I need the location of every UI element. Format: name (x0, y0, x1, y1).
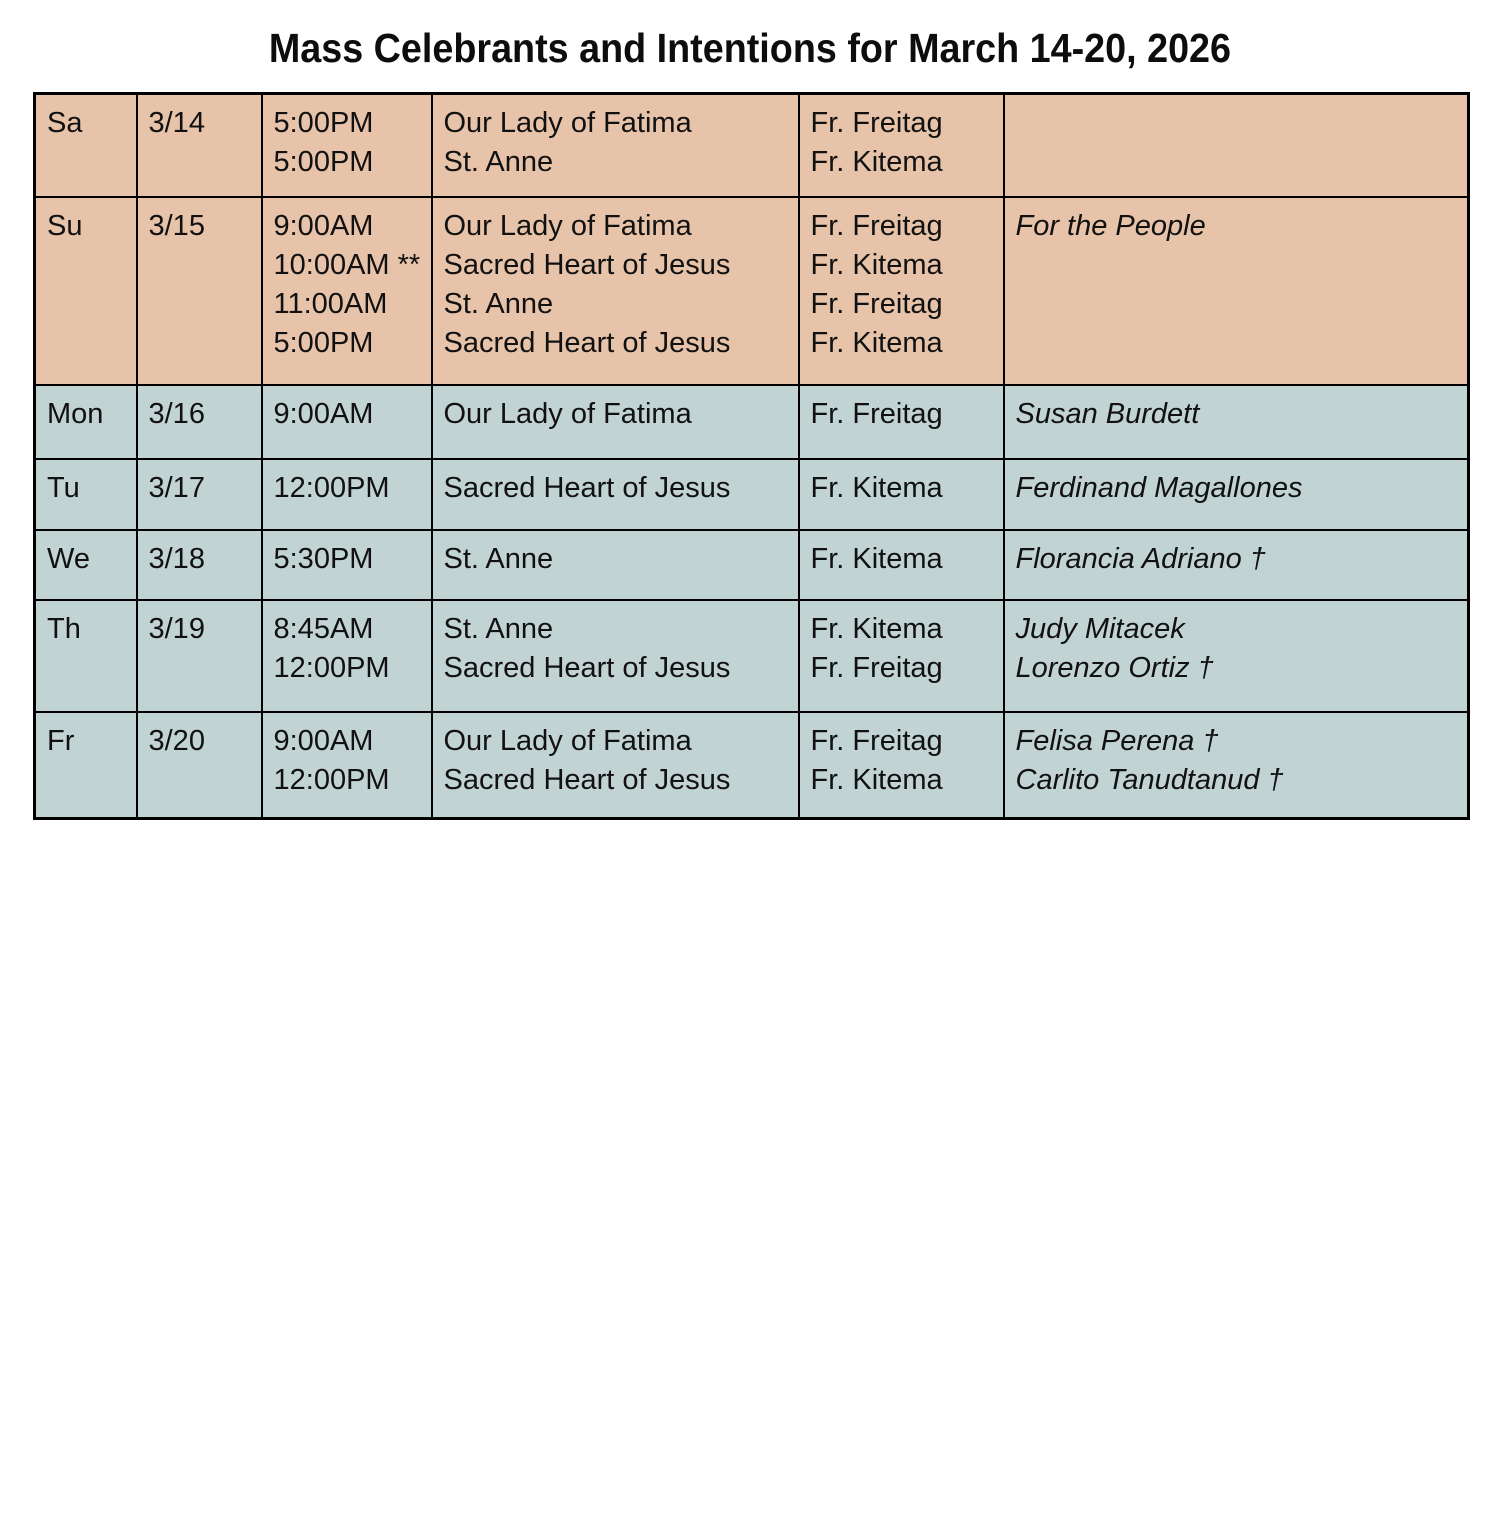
time-cell-text: 10:00AM ** (273, 248, 421, 281)
intention-cell-text: Felisa Perena † (1015, 724, 1219, 757)
church-cell-text: Our Lady of Fatima (443, 397, 692, 430)
time-cell (262, 94, 432, 197)
church-cell-text: Sacred Heart of Jesus (443, 248, 731, 281)
church-cell-text: Sacred Heart of Jesus (443, 326, 731, 359)
date-cell-text: 3/14 (148, 107, 205, 139)
church-cell-text: Sacred Heart of Jesus (443, 471, 731, 504)
day-cell-text: Sa (47, 107, 83, 139)
celebrant-cell-text: Fr. Kitema (810, 471, 943, 504)
church-cell-text: St. Anne (443, 287, 554, 320)
date-cell-text: 3/16 (148, 397, 205, 430)
day-cell (35, 530, 137, 600)
day-cell-text: Fr (47, 724, 75, 757)
church-cell (432, 197, 799, 385)
intention-cell (1004, 94, 1469, 197)
celebrant-cell (799, 459, 1004, 530)
celebrant-cell (799, 197, 1004, 385)
church-cell-text: St. Anne (443, 542, 554, 575)
celebrant-cell (799, 94, 1004, 197)
intention-cell (1004, 197, 1469, 385)
intention-cell (1004, 530, 1469, 600)
time-cell (262, 385, 432, 459)
intention-cell (1004, 600, 1469, 712)
time-cell-text: 12:00PM (273, 763, 390, 796)
day-cell-text: Mon (47, 397, 104, 430)
church-cell (432, 712, 799, 819)
celebrant-cell-text: Fr. Freitag (810, 397, 943, 430)
day-cell (35, 197, 137, 385)
schedule-row-fr (35, 712, 1469, 819)
church-cell (432, 94, 799, 197)
time-cell-text: 12:00PM (273, 651, 390, 684)
church-cell-text: St. Anne (443, 612, 554, 645)
intention-cell (1004, 385, 1469, 459)
church-cell (432, 600, 799, 712)
date-cell (137, 712, 262, 819)
page-title: Mass Celebrants and Intentions for March 14-20, 2026 (268, 25, 1232, 71)
date-cell (137, 600, 262, 712)
date-cell (137, 459, 262, 530)
celebrant-cell-text: Fr. Freitag (810, 724, 943, 757)
date-cell (137, 530, 262, 600)
celebrant-cell-text: Fr. Freitag (810, 651, 943, 684)
day-cell (35, 459, 137, 530)
celebrant-cell-text: Fr. Kitema (810, 542, 943, 575)
time-cell (262, 600, 432, 712)
date-cell (137, 197, 262, 385)
intention-cell-text: Susan Burdett (1015, 397, 1200, 430)
schedule-row-tu (35, 459, 1469, 530)
church-cell (432, 385, 799, 459)
time-cell-text: 5:00PM (273, 146, 374, 178)
time-cell-text: 12:00PM (273, 471, 390, 504)
day-cell (35, 94, 137, 197)
time-cell-text: 9:00AM (273, 724, 374, 757)
church-cell-text: Our Lady of Fatima (443, 724, 692, 757)
church-cell-text: St. Anne (443, 146, 554, 178)
celebrant-cell-text: Fr. Kitema (810, 763, 943, 796)
celebrant-cell-text: Fr. Freitag (810, 287, 943, 320)
celebrant-cell (799, 712, 1004, 819)
church-cell-text: Our Lady of Fatima (443, 107, 692, 139)
day-cell-text: Th (47, 612, 81, 645)
celebrant-cell-text: Fr. Kitema (810, 612, 943, 645)
time-cell-text: 5:00PM (273, 107, 374, 139)
mass-schedule-table (33, 92, 1470, 820)
day-cell-text: Su (47, 209, 83, 242)
time-cell (262, 459, 432, 530)
date-cell-text: 3/18 (148, 542, 205, 575)
time-cell-text: 9:00AM (273, 209, 374, 242)
schedule-row-sa (35, 94, 1469, 197)
day-cell (35, 600, 137, 712)
schedule-row-su (35, 197, 1469, 385)
schedule-row-mon (35, 385, 1469, 459)
time-cell (262, 197, 432, 385)
time-cell-text: 9:00AM (273, 397, 374, 430)
intention-cell-text: Carlito Tanudtanud † (1015, 763, 1284, 796)
day-cell (35, 712, 137, 819)
schedule-row-th (35, 600, 1469, 712)
time-cell-text: 5:30PM (273, 542, 374, 575)
time-cell (262, 712, 432, 819)
intention-cell-text: Florancia Adriano † (1015, 542, 1266, 575)
date-cell-text: 3/15 (148, 209, 205, 242)
celebrant-cell-text: Fr. Kitema (810, 248, 943, 281)
intention-cell-text: For the People (1015, 209, 1206, 242)
date-cell-text: 3/19 (148, 612, 205, 645)
celebrant-cell (799, 530, 1004, 600)
celebrant-cell-text: Fr. Kitema (810, 146, 943, 178)
church-cell (432, 530, 799, 600)
day-cell (35, 385, 137, 459)
church-cell-text: Sacred Heart of Jesus (443, 763, 731, 796)
celebrant-cell (799, 385, 1004, 459)
celebrant-cell-text: Fr. Freitag (810, 209, 943, 242)
date-cell-text: 3/17 (148, 471, 205, 504)
intention-cell-text: Ferdinand Magallones (1015, 471, 1303, 504)
page-header (0, 26, 1500, 70)
church-cell (432, 459, 799, 530)
date-cell (137, 385, 262, 459)
church-cell-text: Sacred Heart of Jesus (443, 651, 731, 684)
schedule-row-we (35, 530, 1469, 600)
intention-cell (1004, 712, 1469, 819)
intention-cell-text: Lorenzo Ortiz † (1015, 651, 1214, 684)
celebrant-cell-text: Fr. Kitema (810, 326, 943, 359)
time-cell-text: 11:00AM (273, 287, 388, 320)
day-cell-text: Tu (47, 471, 80, 504)
intention-cell-text: Judy Mitacek (1015, 612, 1185, 645)
church-cell-text: Our Lady of Fatima (443, 209, 692, 242)
time-cell-text: 5:00PM (273, 326, 374, 359)
day-cell-text: We (47, 542, 90, 575)
date-cell (137, 94, 262, 197)
date-cell-text: 3/20 (148, 724, 205, 757)
celebrant-cell-text: Fr. Freitag (810, 107, 943, 139)
intention-cell (1004, 459, 1469, 530)
time-cell-text: 8:45AM (273, 612, 374, 645)
celebrant-cell (799, 600, 1004, 712)
time-cell (262, 530, 432, 600)
